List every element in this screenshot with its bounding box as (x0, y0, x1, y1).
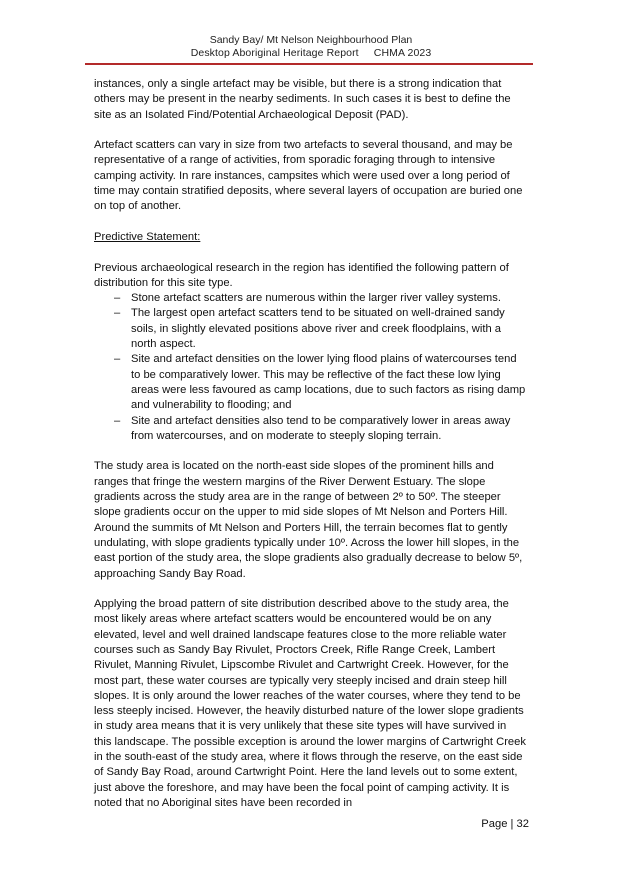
dash-bullet-icon: – (114, 414, 121, 427)
page-body (94, 77, 526, 811)
paragraph-predictive-intro: Previous archaeological research in the region has identified the following pattern of distribution for this site type. (94, 261, 509, 289)
paragraph-site-distribution: Applying the broad pattern of site distribution described above to the study area, the most likely areas where artefact scatters would be encountered would be on any elevated, level and well drained landscape features close to the more reliable water courses such as Sandy Bay Rivulet, Proctors Creek, Rifle Range Creek, Lambert Rivulet, Manning Rivulet, Lipscombe Rivulet and Cartwright Creek. However, for the most part, these water courses are typically very steeply incised and drain steep hill slopes. It is only around the lower reaches of the water courses, where they tend to be less steeply incised. However, the heavily disturbed nature of the lower slope gradients in study area means that it is very unlikely that these site types will have survived in this landscape. The possible exception is around the lower margins of Cartwright Creek in the south-east of the study area, where it flows through the reserve, on the east side of Sandy Bay Road, around Cartwright Point. Here the land levels out to some extent, just above the foreshore, and may have been the focal point of camping activity. It is noted that no Aboriginal sites have been recorded in (94, 598, 526, 809)
list-item (94, 291, 526, 306)
dash-bullet-icon: – (114, 353, 121, 366)
list-item-text: Site and artefact densities also tend to be comparatively lower in areas away from watercourses, and on moderate to steeply sloping terrain. (131, 414, 511, 442)
list-item (94, 352, 526, 413)
header-divider (85, 63, 533, 65)
list-item-text: The largest open artefact scatters tend to be situated on well-drained sandy soils, in slightly elevated positions above river and creek floodplains, with a north aspect. (131, 307, 505, 351)
page-number: Page | 32 (481, 818, 529, 830)
list-item-text: Site and artefact densities on the lower lying flood plains of watercourses tend to be comparatively lower. This may be reflective of the fact these low lying areas were less favoured as camp locations, due to such factors as rising damp and vulnerability to flooding; and (131, 353, 526, 412)
dash-bullet-icon: – (114, 292, 121, 305)
list-item-text: Stone artefact scatters are numerous within the larger river valley systems. (131, 292, 501, 305)
bullet-list (94, 291, 526, 444)
header-title: Sandy Bay/ Mt Nelson Neighbourhood Plan (209, 34, 413, 46)
paragraph-isolated-find: instances, only a single artefact may be visible, but there is a strong indication that others may be present in the nearby sediments. In such cases it is best to define the site as an Isolated Find/Potential Archaeological Deposit (PAD). (94, 78, 511, 121)
list-item (94, 414, 526, 445)
paragraph-artefact-scatters: Artefact scatters can vary in size from two artefacts to several thousand, and may be representative of a range of activities, from sporadic foraging through to intensive camping activity. In rare instances, campsites which were used over a long period of time may contain stratified deposits, where several layers of occupation are buried one on top of another. (94, 139, 523, 213)
dash-bullet-icon: – (114, 307, 121, 320)
page-header (0, 34, 622, 60)
header-subtitle: Desktop Aboriginal Heritage Report CHMA 2023 (190, 47, 432, 59)
list-item (94, 306, 526, 352)
paragraph-study-area-slopes: The study area is located on the north-east side slopes of the prominent hills and ranges that fringe the western margins of the River Derwent Estuary. The slope gradients across the study area are in the range of between 2º to 50º. The steeper slope gradients occur on the upper to mid side slopes of Mt Nelson and Porters Hill. Around the summits of Mt Nelson and Porters Hill, the terrain becomes flat to gently undulating, with slope gradients typically under 10º. Across the lower hill slopes, in the east portion of the study area, the slope gradients also gradually decrease to below 5º, approaching Sandy Bay Road. (94, 460, 523, 580)
section-heading-predictive-statement: Predictive Statement: (94, 230, 201, 243)
